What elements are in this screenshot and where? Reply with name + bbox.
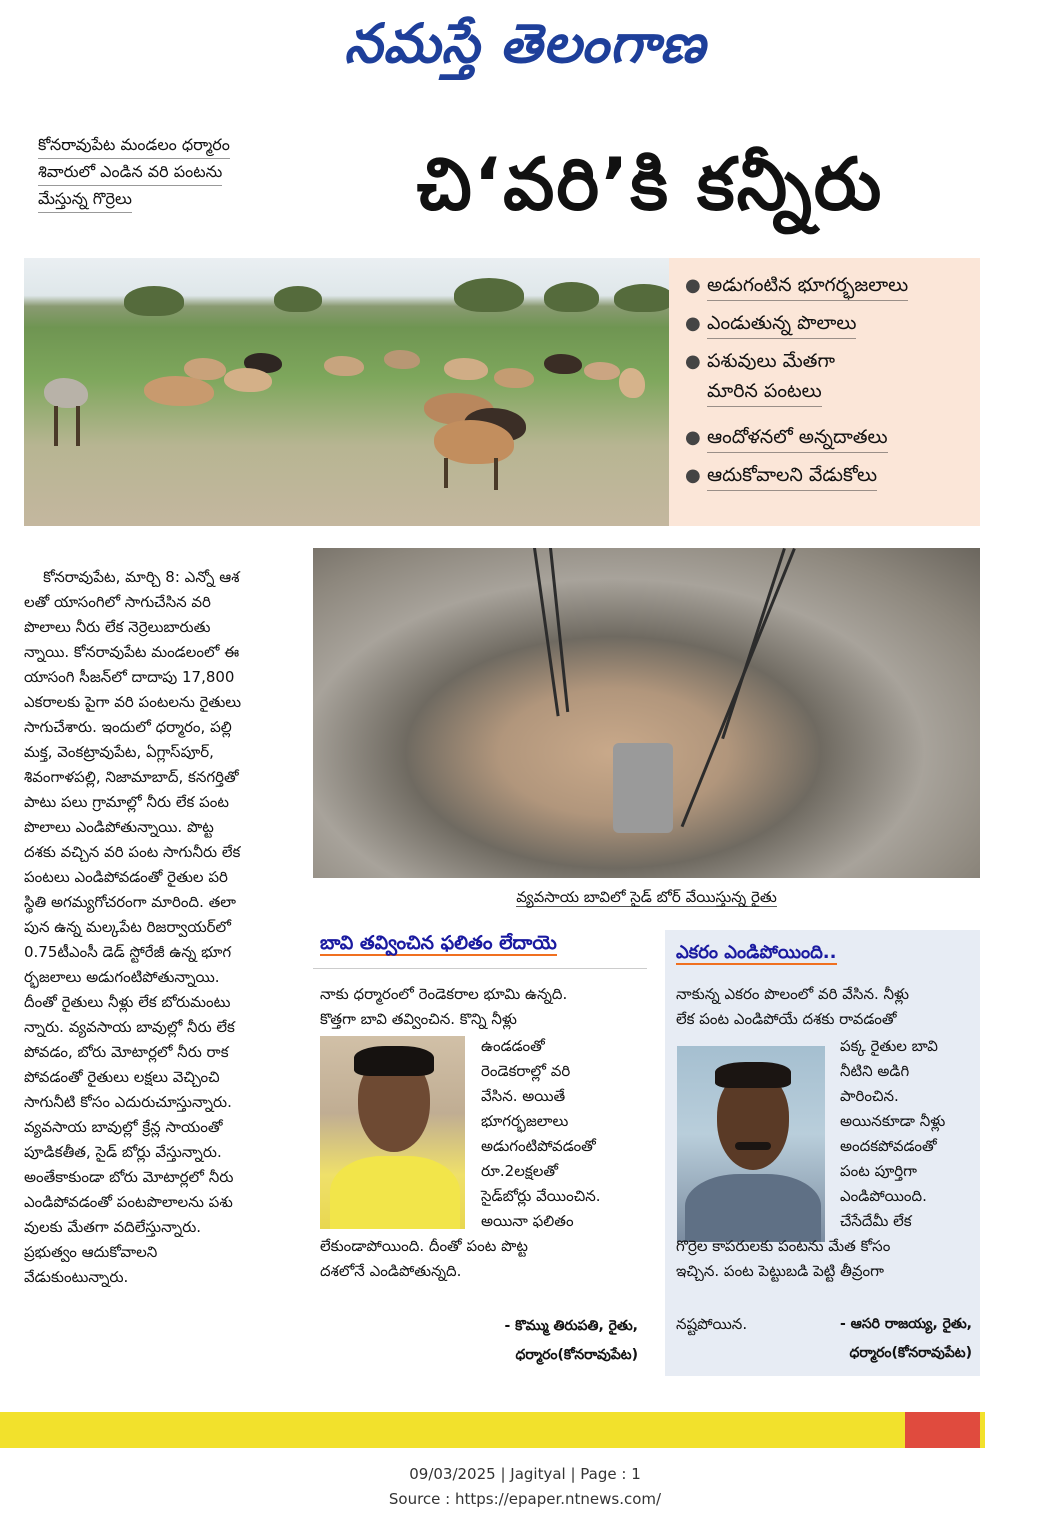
interview1-text: నాకు ధర్మారంలో రెండెకరాల భూమి ఉన్నది.	[320, 985, 568, 1003]
interview2-text: నష్టపోయిన.	[676, 1315, 748, 1333]
farmer2-portrait	[677, 1046, 825, 1242]
interview2-text: లేక పంట ఎండిపోయే దశకు రావడంతో	[676, 1010, 897, 1028]
masthead-logo: నమస్తే తెలంగాణ	[344, 12, 706, 75]
interview2-text: గొర్రెల కాపరులకు పంటను మేత కోసం	[676, 1237, 891, 1255]
interview2-text: నాకున్న ఎకరం పొలంలో వరి వేసిన. నీళ్లు	[676, 985, 909, 1003]
interview2-heading: ఎకరం ఎండిపోయింది..	[676, 942, 837, 963]
interview2-text: పంట పూర్తిగా	[840, 1162, 917, 1180]
interview1-text: సైడ్‌బోర్లు వేయించిన.	[481, 1187, 601, 1205]
caption-line: కోనరావుపేట మండలం ధర్మారం	[38, 132, 230, 159]
highlight-item: ● ఆదుకోవాలని వేడుకోలు	[685, 460, 877, 491]
highlight-item: ● ఎండుతున్న పొలాలు	[685, 308, 856, 339]
interview2-text: నీటిని అడిగి	[840, 1062, 910, 1080]
caption-line: శివారులో ఎండిన వరి పంటను	[38, 159, 222, 186]
photo-caption-top	[38, 132, 278, 213]
interview1-text: రెండెకరాల్లో వరి	[481, 1062, 571, 1080]
divider	[313, 968, 647, 969]
highlight-item: ● ఆందోళనలో అన్నదాతలు	[685, 422, 888, 453]
interview2-text: అందకపోవడంతో	[840, 1137, 937, 1155]
interview2-text: పారించిన.	[840, 1087, 899, 1105]
interview1-heading: బావి తవ్వించిన ఫలితం లేదాయె	[320, 932, 557, 954]
interview2-credit: - ఆసరి రాజయ్య, రైతు, ధర్మారం(కోనరావుపేట)	[839, 1316, 972, 1361]
interview1-credit: - కొమ్ము తిరుపతి, రైతు, ధర్మారం(కోనరావుపేట)	[504, 1318, 638, 1363]
interview1-text: దశలోనే ఎండిపోతున్నది.	[320, 1262, 462, 1280]
interview2-text: ఇచ్చిన. పంట పెట్టుబడి పెట్టి తీవ్రంగా	[676, 1262, 884, 1280]
interview1-text: లేకుండాపోయింది. దీంతో పంట పొట్ట	[320, 1237, 528, 1255]
goat-field-photo	[24, 258, 669, 526]
interview1-text: కొత్తగా బావి తవ్వించిన. కొన్ని నీళ్లు	[320, 1010, 517, 1028]
interview2-text: అయినకూడా నీళ్లు	[840, 1112, 946, 1130]
interview1-text: అయినా ఫలితం	[481, 1212, 574, 1230]
advertisement-side-image	[905, 1412, 980, 1448]
farmer1-portrait	[320, 1036, 465, 1229]
highlights-box	[669, 258, 980, 526]
highlight-item: ● పశువులు మేతగా	[685, 350, 835, 372]
caption-line: మేస్తున్న గొర్రెలు	[38, 186, 132, 213]
interview2-text: చేసేదేమీ లేక	[840, 1212, 912, 1230]
interview1-text: వేసిన. అయితే	[481, 1087, 566, 1105]
footer-source-link[interactable]: Source : https://epaper.ntnews.com/	[388, 1490, 662, 1508]
interview2-text: ఎండిపోయింది.	[840, 1187, 927, 1205]
well-photo	[313, 548, 980, 878]
article-body: కోనరావుపేట, మార్చి 8: ఎన్నో ఆశ లతో యాసంగిలో సాగుచేసిన వరి పొలాలు నీరు లేక నెర్రెలుబారుతు న్నాయి. కోనరావుపేట మండలంలో ఈ యాసంగి సీజన్‌లో దాదాపు 17,800 ఎకరాలకు పైగా వరి పంటలను రైతులు సాగుచేశారు. ఇందులో ధర్మారం, పల్లి మక్త, వెంకట్రావుపేట, ఏగ్లాస్‌పూర్, శివంగాళపల్లి, నిజామాబాద్, కనగర్తితో పాటు పలు గ్రామాల్లో నీరు లేక పంట పొలాలు ఎండిపోతున్నాయి. పొట్ట దశకు వచ్చిన వరి పంట సాగునీరు లేక పంటలు ఎండిపోవడంతో రైతుల పరి స్థితి అగమ్యగోచరంగా మారింది. తలా పున ఉన్న మల్కపేట రిజర్వాయర్‌లో 0.75టీఎంసీ డెడ్ స్టోరేజీ ఉన్న భూగ ర్భజలాలు అడుగంటిపోతున్నాయి. దీంతో రైతులు నీళ్లు లేక బోరుమంటు న్నారు. వ్యవసాయ బావుల్లో నీరు లేక పోవడం, బోరు మోటార్లలో నీరు రాక పోవడంతో రైతులు లక్షలు వెచ్చించి సాగునీటి కోసం ఎదురుచూస్తున్నారు. వ్యవసాయ బావుల్లో క్రేన్ల సాయంతో పూడికతీత, సైడ్ బోర్లు వేస్తున్నారు. అంతేకాకుండా బోరు మోటార్లలో నీరు ఎండిపోవడంతో పంటపొలాలను పశు వులకు మేతగా వదిలేస్తున్నారు. ప్రభుత్వం ఆదుకోవాలని వేడుకుంటున్నారు.	[24, 568, 242, 1286]
interview1-text: రూ.2లక్షలతో	[481, 1162, 558, 1180]
highlight-item: ● అడుగంటిన భూగర్భజలాలు	[685, 270, 908, 301]
interview1-text: అడుగంటిపోవడంతో	[481, 1137, 596, 1155]
highlight-item-cont: మారిన పంటలు	[707, 376, 822, 407]
interview1-text: భూగర్భజలాలు	[481, 1112, 569, 1130]
well-photo-caption: వ్యవసాయ బావిలో సైడ్ బోర్ వేయిస్తున్న రైతు	[516, 888, 777, 906]
advertisement-strip	[0, 1412, 985, 1448]
interview1-text: ఉండడంతో	[481, 1037, 545, 1055]
footer-edition-info: 09/03/2025 | Jagityal | Page : 1	[409, 1465, 641, 1483]
headline: చి‘వరి’కి కన్నీరు	[416, 142, 884, 226]
interview2-text: పక్క రైతుల బావి	[840, 1037, 938, 1055]
